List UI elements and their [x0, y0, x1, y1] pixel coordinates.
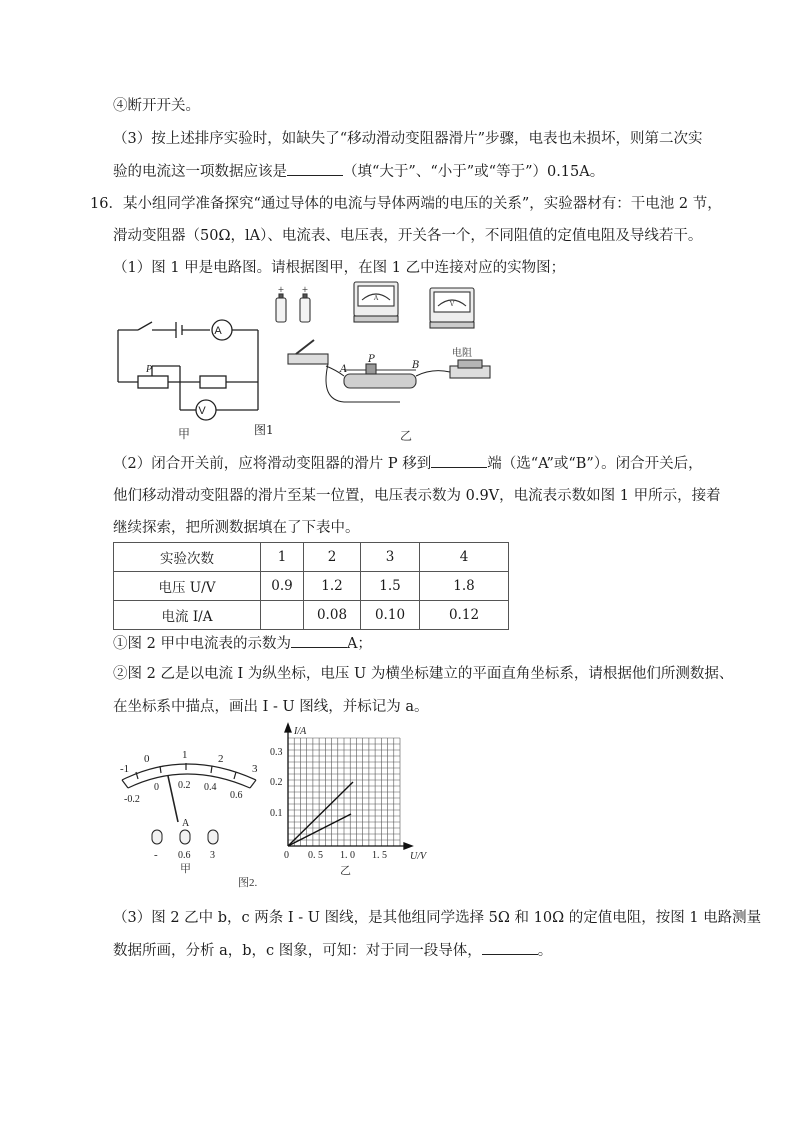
ammeter-label: A — [214, 325, 222, 337]
circuit-diagram — [118, 320, 258, 420]
resistor-device-label: 电阻 — [452, 348, 472, 359]
figure-2 — [108, 722, 448, 894]
x-tick-label: 1. 5 — [372, 850, 387, 861]
battery1-plus: + — [277, 285, 285, 294]
fig2-yi-label: 乙 — [340, 865, 351, 877]
battery2-plus: + — [301, 285, 309, 294]
terminal-label: - — [154, 849, 158, 861]
fig1-caption: 图1 — [254, 423, 274, 437]
q16-sub2-line1: ②图 2 乙是以电流 I 为纵坐标，电压 U 为横坐标建立的平面直角坐标系，请根据他们所测数据、 — [113, 666, 734, 682]
terminal-negative — [152, 830, 162, 844]
resistor-symbol — [200, 376, 226, 388]
q15-part3-text-post: （填“大于”、“小于”或“等于”）0.15A。 — [343, 164, 605, 180]
dial-tick-top: -1 — [120, 763, 130, 775]
fig1-yi-label: 乙 — [400, 429, 413, 443]
ammeter-terminals — [152, 830, 218, 844]
q16-sub1 — [113, 633, 372, 654]
y-tick-label: 0.1 — [270, 808, 283, 819]
rheostat-slider-P: P — [368, 354, 375, 365]
switch-symbol — [138, 322, 152, 330]
rheostat-end-A: A — [340, 364, 348, 375]
terminal-0-6 — [180, 830, 190, 844]
dial-tick-bottom: 0.4 — [204, 782, 217, 793]
rheostat-end-B: B — [412, 360, 420, 371]
table-cell: 实验次数 — [114, 543, 261, 572]
fig1-jia-label: 甲 — [178, 427, 191, 441]
fig2-jia-label: 甲 — [180, 863, 191, 875]
table-cell: 1.5 — [361, 572, 420, 601]
rheostat-device — [344, 364, 416, 388]
table-cell: 3 — [361, 543, 420, 572]
table-cell: 0.9 — [261, 572, 304, 601]
iu-line-c — [288, 814, 351, 846]
q16-sub2-line2: 在坐标系中描点，画出 I - U 图线，并标记为 a。 — [113, 699, 429, 715]
ammeter-device-letter: A — [373, 295, 379, 302]
voltmeter-device — [430, 288, 474, 328]
table-cell: 1.2 — [304, 572, 361, 601]
terminal-label: 0.6 — [178, 850, 191, 861]
table-cell: 4 — [420, 543, 509, 572]
table-header-row — [114, 543, 509, 572]
table-row — [114, 601, 509, 630]
table-cell: 1 — [261, 543, 304, 572]
table-cell: 0.10 — [361, 601, 420, 630]
q15-step4: ④断开开关。 — [113, 98, 200, 114]
iu-line-b — [288, 782, 353, 846]
q16-part1: （1）图 1 甲是电路图。请根据图甲，在图 1 乙中连接对应的实物图； — [113, 260, 566, 276]
x-tick-label: 0 — [284, 850, 289, 861]
x-tick-label: 1. 0 — [340, 850, 355, 861]
q16-part2-line3: 继续探索，把所测数据填在了下表中。 — [113, 520, 360, 536]
data-table — [113, 542, 509, 630]
q16-part2-text-post: 端（选“A”或“B”）。闭合开关后， — [487, 456, 703, 472]
q16-intro-line2: 滑动变阻器（50Ω，lA）、电流表、电压表，开关各一个，不同阻值的定值电阻及导线若干。 — [113, 228, 703, 244]
dial-tick-bottom: 0.2 — [178, 780, 191, 791]
q16-sub1-text-pre: ①图 2 甲中电流表的示数为 — [113, 636, 291, 652]
q16-part2-line1 — [113, 453, 703, 474]
q15-part3-line2 — [113, 161, 604, 182]
fig2-caption: 图2. — [238, 877, 258, 889]
y-tick-label: 0.3 — [270, 747, 283, 758]
q16-part3-text-pre: 数据所画，分析 a，b，c 图象，可知：对于同一段导体， — [113, 943, 482, 959]
terminal-label: 3 — [210, 850, 215, 861]
q16-sub1-text-post: A； — [346, 636, 372, 652]
terminal-3 — [208, 830, 218, 844]
ammeter-needle — [168, 776, 178, 822]
dial-tick-top: 2 — [218, 753, 224, 765]
table-cell: 0.12 — [420, 601, 509, 630]
answer-blank[interactable] — [287, 161, 343, 176]
table-cell: 0.08 — [304, 601, 361, 630]
answer-blank[interactable] — [431, 453, 487, 468]
q15-part3-line1: （3）按上述排序实验时，如缺失了“移动滑动变阻器滑片”步骤，电表也未损坏，则第二次实 — [113, 131, 703, 147]
q16-part3-text-post: 。 — [537, 943, 553, 959]
table-cell: 2 — [304, 543, 361, 572]
q16-part3-line1: （3）图 2 乙中 b，c 两条 I - U 图线，是其他组同学选择 5Ω 和 10Ω 的定值电阻，按图 1 电路测量 — [113, 910, 762, 926]
x-tick-label: 0. 5 — [308, 850, 323, 861]
dial-tick-bottom: 0 — [154, 782, 159, 793]
ammeter-device — [354, 282, 398, 322]
ammeter-dial-letter: A — [182, 818, 190, 829]
voltmeter-device-letter: V — [449, 301, 455, 308]
q16-part3-line2 — [113, 940, 552, 961]
voltmeter-label: V — [198, 405, 206, 417]
y-axis-label: I/A — [294, 726, 307, 737]
x-axis-label: U/V — [410, 851, 427, 862]
dial-tick-top: 0 — [144, 753, 150, 765]
q16-part2-line2: 他们移动滑动变阻器的滑片至某一位置，电压表示数为 0.9V，电流表示数如图 1 甲所示，接着 — [113, 488, 721, 504]
dial-tick-top: 1 — [182, 749, 188, 761]
answer-blank[interactable] — [482, 940, 538, 955]
dial-tick-top: 3 — [252, 763, 258, 775]
figure-1-svg — [100, 280, 520, 448]
table-cell[interactable] — [261, 601, 304, 630]
iu-lines-b-c — [288, 782, 353, 846]
fixed-resistor-device — [450, 360, 490, 378]
figure-1 — [100, 280, 520, 448]
dial-tick-bottom: -0.2 — [124, 794, 140, 805]
q16-part2-text-pre: （2）闭合开关前，应将滑动变阻器的滑片 P 移到 — [113, 456, 432, 472]
y-tick-label: 0.2 — [270, 777, 283, 788]
table-row — [114, 572, 509, 601]
figure-2-svg — [108, 722, 448, 894]
table-cell: 电流 I/A — [114, 601, 261, 630]
answer-blank[interactable] — [291, 633, 347, 648]
table-cell: 1.8 — [420, 572, 509, 601]
rheostat-symbol — [138, 376, 168, 388]
table-cell: 电压 U/V — [114, 572, 261, 601]
batteries — [276, 294, 310, 322]
slider-label: P — [146, 364, 153, 375]
knife-switch — [288, 340, 328, 364]
dial-tick-bottom: 0.6 — [230, 790, 243, 801]
q16-intro-line1: 16．某小组同学准备探究“通过导体的电流与导体两端的电压的关系”，实验器材有：干电池 2 节， — [90, 196, 722, 212]
q15-part3-text-pre: 验的电流这一项数据应该是 — [113, 164, 287, 180]
